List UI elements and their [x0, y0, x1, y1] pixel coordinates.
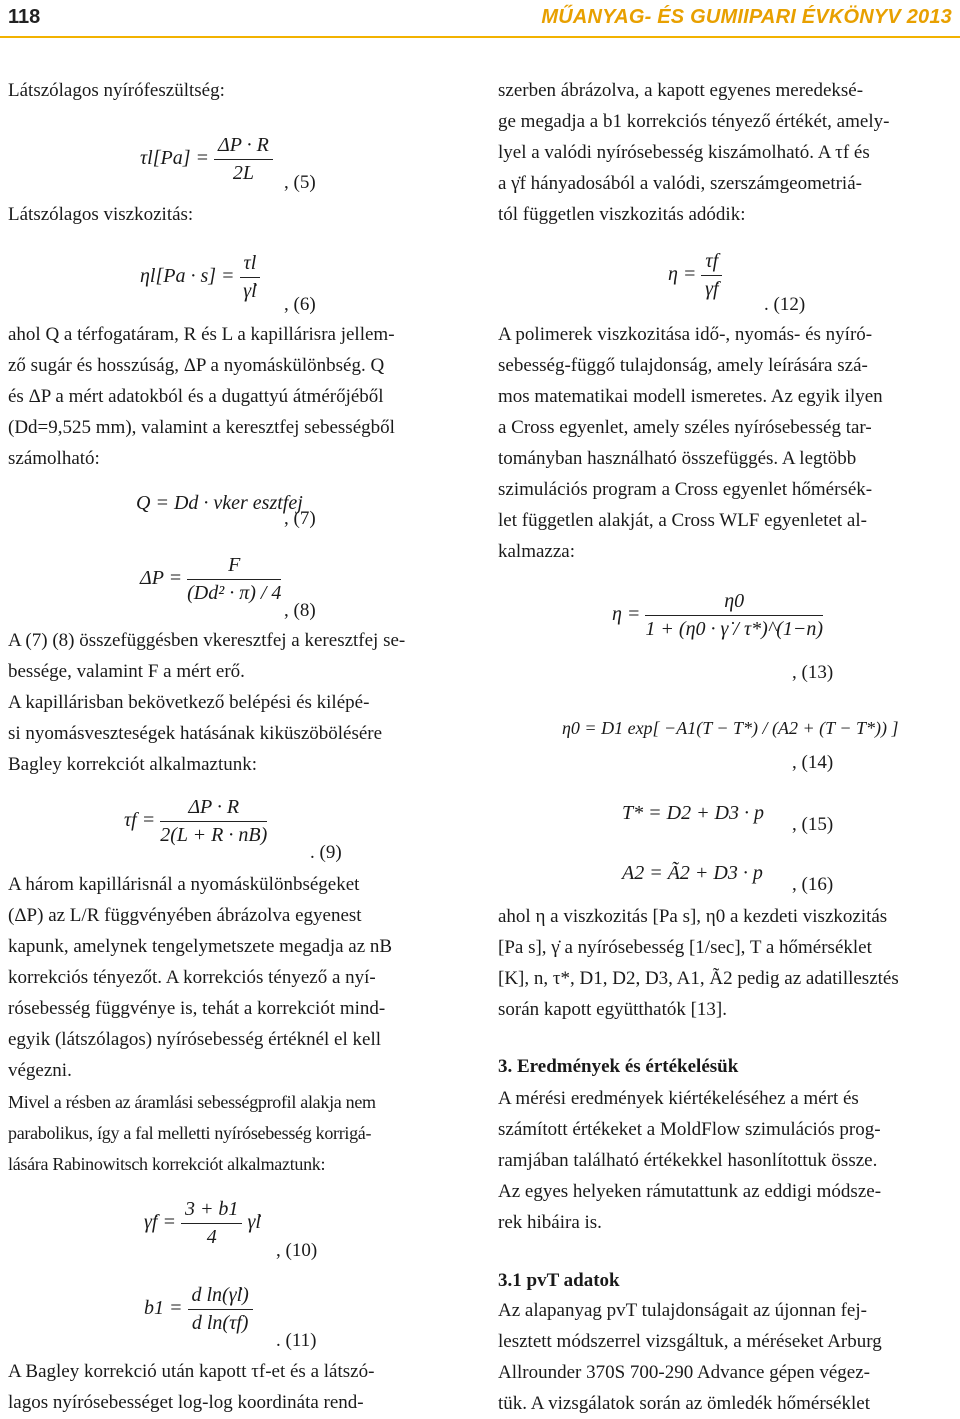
equation-13	[612, 590, 823, 641]
section-heading-results: 3. Eredmények és értékelésük	[498, 1056, 739, 1077]
text-line: (ΔP) az L/R függvényében ábrázolva egyenest	[8, 905, 362, 926]
eq9-numerator: ΔP · R	[160, 796, 267, 822]
eq14-number: , (14)	[792, 752, 834, 773]
text-line: lására Rabinowitsch korrekciót alkalmaztunk:	[8, 1154, 326, 1174]
text-line: végezni.	[8, 1060, 72, 1081]
equation-12	[668, 250, 722, 301]
text-line: Mivel a résben az áramlási sebességprofil alakja nem	[8, 1092, 376, 1112]
eq11-lhs: b1 =	[144, 1297, 183, 1320]
equation-11	[144, 1284, 253, 1335]
text-line: rósebesség függvénye is, tehát a korrekciót mind-	[8, 998, 386, 1019]
section-heading-pvt: 3.1 pvT adatok	[498, 1270, 620, 1291]
text-line: egyik (látszólagos) nyírósebesség értéknél el kell	[8, 1029, 382, 1050]
equation-6	[140, 252, 260, 303]
text-line: bessége, valamint F a mért erő.	[8, 661, 245, 682]
text-line: A polimerek viszkozitása idő-, nyomás- és nyíró-	[498, 324, 873, 345]
eq8-numerator: F	[187, 554, 281, 580]
eq12-number: . (12)	[764, 294, 806, 315]
text-line: korrekciós tényezőt. A korrekciós tényező a nyí-	[8, 967, 376, 988]
eq13-denominator: 1 + (η0 · γ̇ / τ*)^(1−n)	[645, 618, 824, 640]
text-line: let független alakját, a Cross WLF egyenletet al-	[498, 510, 867, 531]
eq12-denominator: γ̇f	[705, 278, 719, 300]
label-apparent-shear-stress: Látszólagos nyírófeszültség:	[8, 80, 225, 101]
text-line: ramjában található értékekkel hasonlítottuk össze.	[498, 1150, 878, 1171]
text-line: rek hibáira is.	[498, 1212, 602, 1233]
text-line: számított értékeket a MoldFlow szimulációs prog-	[498, 1119, 881, 1140]
eq11-denominator: d ln(τf)	[191, 1312, 249, 1334]
text-line: Allrounder 370S 700-290 Advance gépen végez-	[498, 1362, 870, 1383]
text-line: A Bagley korrekció után kapott τf-et és a látszó-	[8, 1361, 375, 1382]
eq8-denominator: (Dd² · π) / 4	[187, 582, 282, 604]
text-line: és ΔP a mért adatokból és a dugattyú átmérőjéből	[8, 386, 384, 407]
text-line: parabolikus, így a fal melletti nyírósebesség korrigá-	[8, 1123, 372, 1143]
eq9-denominator: 2(L + R · nB)	[160, 824, 268, 846]
equation-7: Q = Dd · vker esztfej	[136, 492, 303, 514]
text-line: tományban használható összefüggés. A legtöbb	[498, 448, 857, 469]
eq12-numerator: τf	[701, 250, 722, 276]
text-line: lesztett módszerrel vizsgáltuk, a méréseket Arburg	[498, 1331, 882, 1352]
eq10-number: , (10)	[276, 1240, 318, 1261]
eq16-number: , (16)	[792, 874, 834, 895]
text-line: sebesség-függő tulajdonság, amely leírására szá-	[498, 355, 868, 376]
eq8-number: , (8)	[284, 600, 316, 621]
page-number: 118	[8, 6, 41, 28]
eq6-denominator: γ̇l	[243, 280, 257, 302]
text-line: során kapott együtthatók [13].	[498, 999, 728, 1020]
eq8-lhs: ΔP =	[140, 567, 183, 590]
text-line: a γ̇f hányadosából a valódi, szerszámgeometriá-	[498, 173, 862, 194]
equation-16: A2 = Ã2 + D3 · p	[622, 862, 763, 884]
text-line: szerben ábrázolva, a kapott egyenes meredeksé-	[498, 80, 864, 101]
equation-9	[124, 796, 267, 847]
eq5-denominator: 2L	[232, 162, 254, 184]
eq10-numerator: 3 + b1	[181, 1198, 243, 1224]
text-line: ahol η a viszkozitás [Pa s], η0 a kezdeti viszkozitás	[498, 906, 888, 927]
eq13-number: , (13)	[792, 662, 834, 683]
text-line: A kapillárisban bekövetkező belépési és kilépé-	[8, 692, 370, 713]
text-line: A mérési eredmények kiértékeléséhez a mért és	[498, 1088, 859, 1109]
text-line: Az egyes helyeken rámutattunk az eddigi módsze-	[498, 1181, 882, 1202]
eq9-lhs: τf =	[124, 809, 156, 832]
equation-5	[140, 134, 273, 185]
header-rule	[0, 36, 960, 38]
eq10-denominator: 4	[206, 1226, 217, 1248]
text-line: kalmazza:	[498, 541, 576, 562]
text-line: Az alapanyag pvT tulajdonságait az újonnan fej-	[498, 1300, 867, 1321]
eq5-lhs: τl[Pa] =	[140, 147, 209, 170]
eq13-lhs: η =	[612, 603, 641, 626]
text-line: lyel a valódi nyírósebesség kiszámolható. A τf és	[498, 142, 870, 163]
eq5-number: , (5)	[284, 172, 316, 193]
text-line: [K], n, τ*, D1, D2, D3, A1, Ã2 pedig az adatillesztés	[498, 968, 899, 989]
text-line: mos matematikai modell ismeretes. Az egyik ilyen	[498, 386, 883, 407]
equation-8	[140, 554, 281, 605]
eq6-number: , (6)	[284, 294, 316, 315]
eq7-number: , (7)	[284, 508, 316, 529]
text-line: tól független viszkozitás adódik:	[498, 204, 746, 225]
eq12-lhs: η =	[668, 263, 697, 286]
eq11-number: . (11)	[276, 1330, 317, 1351]
text-line: lagos nyírósebességet log-log koordináta rend-	[8, 1392, 364, 1413]
eq10-rhs: γ̇l	[247, 1211, 261, 1234]
eq6-lhs: ηl[Pa · s] =	[140, 265, 235, 288]
equation-14: η0 = D1 exp[ −A1(T − T*) / (A2 + (T − T*)) ]	[562, 718, 899, 738]
eq9-number: . (9)	[310, 842, 342, 863]
eq15-number: , (15)	[792, 814, 834, 835]
eq6-numerator: τl	[240, 252, 261, 278]
text-line: Bagley korrekciót alkalmaztunk:	[8, 754, 258, 775]
text-line: ző sugár és hosszúság, ΔP a nyomáskülönbség. Q	[8, 355, 385, 376]
equation-10	[144, 1198, 261, 1249]
text-line: számolható:	[8, 448, 100, 469]
eq5-numerator: ΔP · R	[214, 134, 273, 160]
equation-15: T* = D2 + D3 · p	[622, 802, 765, 824]
eq11-numerator: d ln(γ̇l)	[188, 1284, 253, 1310]
journal-title: MŰANYAG- ÉS GUMIIPARI ÉVKÖNYV 2013	[541, 6, 952, 28]
eq13-numerator: η0	[645, 590, 823, 616]
text-line: ge megadja a b1 korrekciós tényező értékét, amely-	[498, 111, 890, 132]
text-line: szimulációs program a Cross egyenlet hőmérsék-	[498, 479, 873, 500]
label-apparent-viscosity: Látszólagos viszkozitás:	[8, 204, 194, 225]
text-line: [Pa s], γ̇ a nyírósebesség [1/sec], T a hőmérséklet	[498, 937, 872, 958]
text-line: kapunk, amelynek tengelymetszete megadja az nB	[8, 936, 393, 957]
text-line: a Cross egyenlet, amely széles nyírósebesség tar-	[498, 417, 872, 438]
text-line: si nyomásveszteségek hatásának kiküszöbölésére	[8, 723, 383, 744]
eq10-lhs: γ̇f =	[144, 1211, 176, 1234]
text-line: A három kapillárisnál a nyomáskülönbségeket	[8, 874, 360, 895]
page-header	[0, 0, 960, 36]
text-line: tük. A vizsgálatok során az ömledék hőmérséklet	[498, 1393, 870, 1414]
text-line: (Dd=9,525 mm), valamint a keresztfej sebességből	[8, 417, 395, 438]
text-line: ahol Q a térfogatáram, R és L a kapillárisra jellem-	[8, 324, 395, 345]
text-line: A (7) (8) összefüggésben vkeresztfej a keresztfej se-	[8, 630, 406, 651]
